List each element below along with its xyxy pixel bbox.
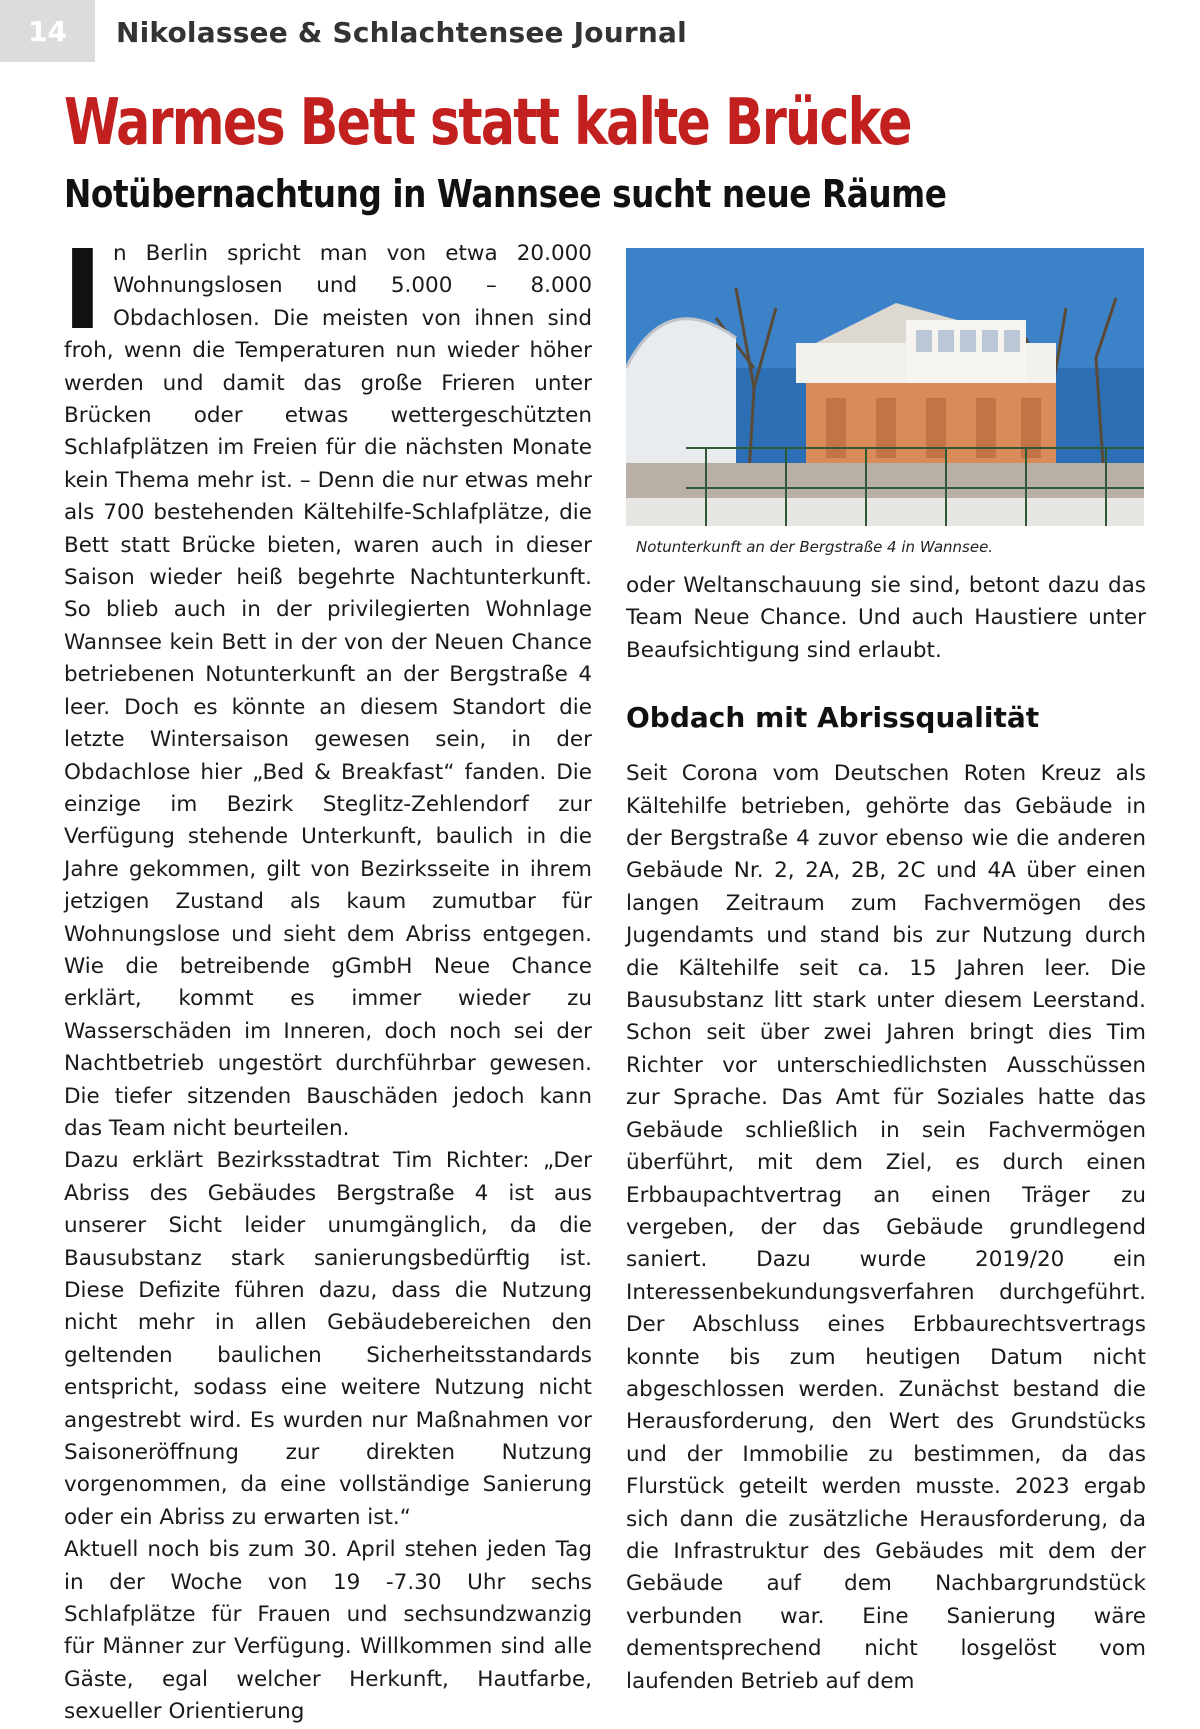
section-heading: Obdach mit Abrissqualität: [626, 701, 1040, 735]
drop-cap: I: [62, 226, 103, 354]
journal-name: Nikolassee & Schlachtensee Journal: [116, 16, 687, 49]
building-photo: [626, 248, 1144, 526]
left-column: [62, 226, 592, 1729]
article-headline: Warmes Bett statt kalte Brücke: [64, 86, 911, 160]
paragraph-1: [62, 226, 592, 1145]
paragraph-2: Dazu erklärt Bezirksstadtrat Tim Richter: „Der Abriss des Gebäudes Bergstraße 4 ist aus unserer Sicht leider unumgänglich, da die Bausubstanz stark sanierungsbedürftig ist. Diese Defizite führen dazu, dass die Nutzung nicht mehr in allen Gebäudebereichen den geltenden baulichen Sicherheitsstandards entspricht, sodass eine weitere Nutzung nicht angestrebt wird. Es wurden nur Maßnahmen vor Saisoneröffnung zur direkten Nutzung vorgenommen, da eine vollständige Sanierung oder ein Abriss zu erwarten ist.“: [64, 1148, 592, 1530]
paragraph-1-text: n Berlin spricht man von etwa 20.000 Wohnungslosen und 5.000 – 8.000 Obdachlosen. Die meisten von ihnen sind froh, wenn die Temperaturen nun wieder höher werden und damit das große Frieren unter Brücken oder etwas wettergeschützten Schlafplätzen im Freien für die nächsten Monate kein Thema mehr ist. – Denn die nur etwas mehr als 700 bestehenden Kältehilfe-Schlafplätze, die Bett statt Brücke bieten, waren auch in dieser Saison wieder heiß begehrte Nachtunterkunft. So blieb auch in der privilegierten Wohnlage Wannsee kein Bett in der von der Neuen Chance betriebenen Notunterkunft an der Bergstraße 4 leer. Doch es könnte an diesem Standort die letzte Wintersaison gewesen sein, in der Obdachlose hier „Bed & Breakfast“ fanden. Die einzige im Bezirk Steglitz-Zehlendorf zur Verfügung stehende Unterkunft, baulich in die Jahre gekommen, gilt von Bezirksseite in ihrem jetzigen Zustand als kaum zumutbar für Wohnungslose und sieht dem Abriss entgegen. Wie die betreibende gGmbH Neue Chance erklärt, kommt es immer wieder zu Wasserschäden im Inneren, doch noch sei der Nachtbetrieb ungestört durchführbar gewesen. Die tiefer sitzenden Bauschäden jedoch kann das Team nicht beurteilen.: [64, 241, 592, 1141]
photo-caption: Notunterkunft an der Bergstraße 4 in Wannsee.: [636, 538, 994, 556]
right-paragraph-2: Seit Corona vom Deutschen Roten Kreuz als Kältehilfe betrieben, gehörte das Gebäude in der Bergstraße 4 zuvor ebenso wie die anderen Gebäude Nr. 2, 2A, 2B, 2C und 4A über einen langen Zeitraum zum Fachvermögen des Jugendamts und stand bis zur Nutzung durch die Kältehilfe seit ca. 15 Jahren leer. Die Bausubstanz litt stark unter diesem Leerstand. Schon seit über zwei Jahren bringt dies Tim Richter vor unterschiedlichsten Ausschüssen zur Sprache. Das Amt für Soziales hatte das Gebäude schließlich in sein Fachvermögen überführt, mit dem Ziel, es durch einen Erbbaupachtvertrag an einen Träger zu vergeben, der das Gebäude grundlegend saniert. Dazu wurde 2019/20 ein Interessenbekundungsverfahren durchgeführt. Der Abschluss eines Erbbaurechtsvertrags konnte bis zum heutigen Datum nicht abgeschlossen werden. Zunächst bestand die Herausforderung, den Wert des Grundstücks und der Immobilie zu bestimmen, da das Flurstück geteilt werden musste. 2023 ergab sich dann die zusätzliche Herausforderung, da die Infrastruktur des Gebäudes mit dem der Gebäude auf dem Nachbargrundstück verbunden war. Eine Sanierung wäre dementsprechend nicht losgelöst vom laufenden Betrieb auf dem: [626, 761, 1146, 1694]
article-subheadline: Notübernachtung in Wannsee sucht neue Räume: [64, 172, 947, 216]
right-paragraph-1: oder Weltanschauung sie sind, betont dazu das Team Neue Chance. Und auch Haustiere unter Beaufsichtigung sind erlaubt.: [626, 573, 1146, 663]
right-column: [626, 570, 1146, 1698]
building-photo-illustration: [626, 248, 1144, 526]
page-number: 14: [0, 0, 95, 62]
paragraph-3: Aktuell noch bis zum 30. April stehen jeden Tag in der Woche von 19 -7.30 Uhr sechs Schlafplätze für Frauen und sechsundzwanzig für Männer zur Verfügung. Willkommen sind alle Gäste, egal welcher Herkunft, Hautfarbe, sexueller Orientierung: [64, 1537, 592, 1725]
